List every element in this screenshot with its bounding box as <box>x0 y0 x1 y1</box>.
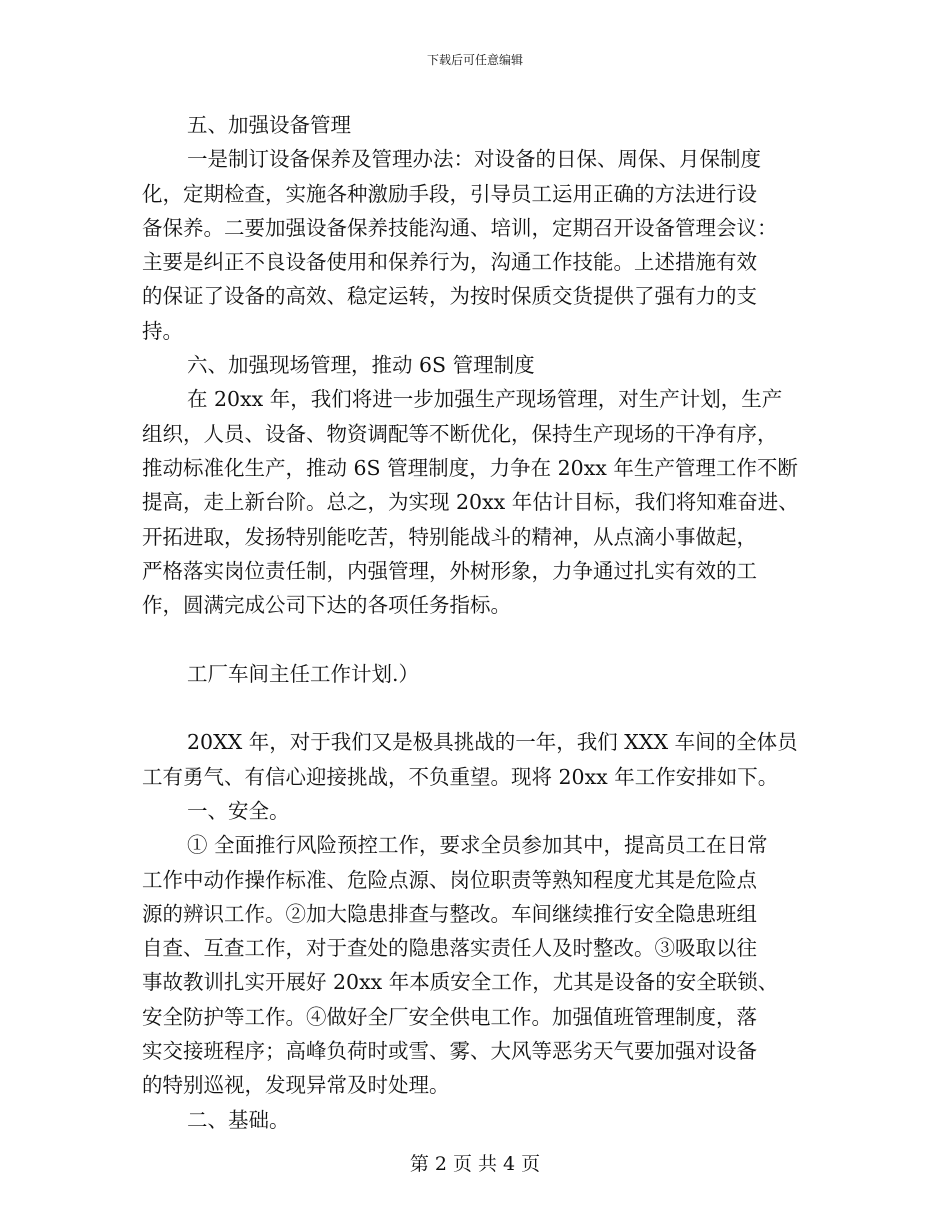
paragraph-line: 一是制订设备保养及管理办法：对设备的日保、周保、月保制度 <box>187 147 761 172</box>
paragraph-line: 安全防护等工作。④做好全厂安全供电工作。加强值班管理制度，落 <box>142 1004 757 1029</box>
paragraph-line: 提高，走上新台阶。总之，为实现 20xx 年估计目标，我们将知难奋进、 <box>142 490 799 515</box>
paragraph-line: 源的辨识工作。②加大隐患排查与整改。车间继续推行安全隐患班组 <box>142 901 757 926</box>
paragraph-line: 20XX 年，对于我们又是极具挑战的一年，我们 XXX 车间的全体员 <box>187 730 798 755</box>
document-title: 工厂车间主任工作计划.） <box>187 661 420 686</box>
paragraph-line: 持。 <box>142 318 183 343</box>
paragraph-line: 的特别巡视，发现异常及时处理。 <box>142 1073 450 1098</box>
page-header: 下载后可任意编辑 <box>426 53 523 67</box>
paragraph-line: 化，定期检查，实施各种激励手段，引导员工运用正确的方法进行设 <box>142 181 757 206</box>
document-body <box>142 108 818 1137</box>
paragraph-line: 工有勇气、有信心迎接挑战，不负重望。现将 20xx 年工作安排如下。 <box>142 764 779 789</box>
paragraph-line: 工作中动作操作标准、危险点源、岗位职责等熟知程度尤其是危险点 <box>142 867 757 892</box>
page-number: 第 2 页 共 4 页 <box>409 1153 541 1175</box>
blank-line <box>142 622 818 656</box>
paragraph-line: 在 20xx 年，我们将进一步加强生产现场管理，对生产计划，生产 <box>187 387 783 412</box>
paragraph-line: 自查、互查工作，对于查处的隐患落实责任人及时整改。③吸取以往 <box>142 936 757 961</box>
paragraph-line: 实交接班程序；高峰负荷时或雪、雾、大风等恶劣天气要加强对设备 <box>142 1039 757 1064</box>
section-heading: 二、基础。 <box>187 1107 290 1132</box>
blank-line <box>142 691 818 725</box>
section-heading: 六、加强现场管理，推动 6S 管理制度 <box>187 353 535 378</box>
paragraph-line: 的保证了设备的高效、稳定运转，为按时保质交货提供了强有力的支 <box>142 284 757 309</box>
section-heading: 一、安全。 <box>187 798 290 823</box>
paragraph-line: 推动标准化生产，推动 6S 管理制度，力争在 20xx 年生产管理工作不断 <box>142 455 798 480</box>
paragraph-line: 备保养。二要加强设备保养技能沟通、培训，定期召开设备管理会议： <box>142 215 778 240</box>
paragraph-line: 主要是纠正不良设备使用和保养行为，沟通工作技能。上述措施有效 <box>142 250 757 275</box>
paragraph-line: 开拓进取，发扬特别能吃苦，特别能战斗的精神，从点滴小事做起， <box>142 524 757 549</box>
paragraph-line: 事故教训扎实开展好 20xx 年本质安全工作，尤其是设备的安全联锁、 <box>142 970 779 995</box>
section-heading: 五、加强设备管理 <box>187 113 351 137</box>
paragraph-line: 作，圆满完成公司下达的各项任务指标。 <box>142 593 511 618</box>
paragraph-line: 严格落实岗位责任制，内强管理，外树形象，力争通过扎实有效的工 <box>142 558 757 583</box>
paragraph-line: 组织，人员、设备、物资调配等不断优化，保持生产现场的干净有序， <box>142 421 778 446</box>
paragraph-line: ① 全面推行风险预控工作，要求全员参加其中，提高员工在日常 <box>187 833 768 858</box>
